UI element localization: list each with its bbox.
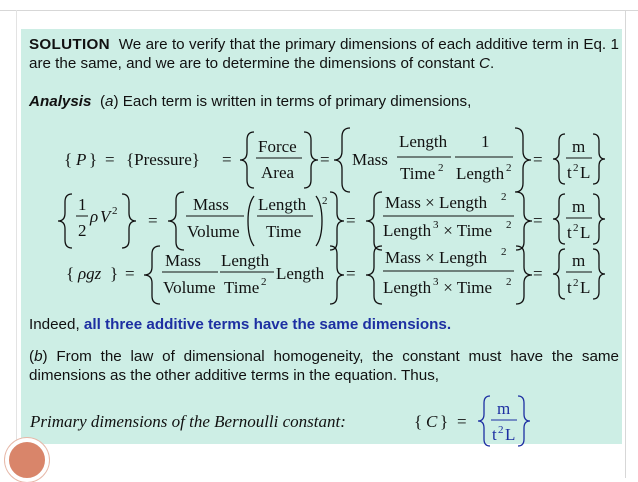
eq3-time: Time — [224, 278, 260, 297]
eq3-lhs-var: ρgz — [78, 264, 102, 283]
eq1-area: Area — [261, 163, 295, 182]
eq3-time-exp: 2 — [261, 276, 267, 288]
eq2-volume: Volume — [187, 222, 240, 241]
eq1-pressure: {Pressure} — [126, 150, 200, 169]
final-equals: = — [457, 412, 467, 431]
eq3-lhs-open: { — [66, 264, 75, 283]
eq3-num-exp: 2 — [501, 246, 507, 258]
eq3-equals-1: = — [125, 264, 135, 283]
eq1-L: L — [580, 163, 591, 182]
eq3-den-a: Length — [383, 278, 432, 297]
final-brace-right — [518, 396, 530, 446]
eq2-den-a-exp: 3 — [433, 219, 439, 231]
eq1-one: 1 — [481, 132, 490, 151]
final-t-exp: 2 — [498, 424, 504, 436]
eq1-mass: Mass — [352, 150, 388, 169]
eq2-den-a: Length — [383, 221, 432, 240]
eq2-two: 2 — [78, 221, 87, 240]
part-b-close: ) — [42, 348, 48, 365]
eq3-length: Length — [221, 251, 270, 270]
eq1-t-exp: 2 — [573, 162, 579, 174]
eq1-equals-2: = — [222, 150, 232, 169]
eq2-equals-3: = — [533, 211, 543, 230]
analysis-text: Each term is written in terms of primary dimensions, — [122, 93, 472, 110]
part-b-label: b — [34, 348, 43, 365]
constant-symbol: C — [479, 55, 490, 72]
eq2-mass: Mass — [193, 195, 229, 214]
eq3-den-b: × Time — [439, 278, 493, 297]
part-a-close: ) — [113, 93, 119, 110]
eq3-L: L — [580, 278, 591, 297]
eq2-length: Length — [258, 195, 307, 214]
eq2-rho: ρ — [90, 207, 99, 226]
eq1-lhs-var: P — [76, 150, 87, 169]
eq2-time: Time — [266, 222, 302, 241]
eq3-mass: Mass — [165, 251, 201, 270]
eq2-V: V — [100, 207, 111, 226]
eq2-m: m — [572, 197, 586, 216]
eq2-equals-1: = — [148, 211, 158, 230]
final-label: Primary dimensions of the Bernoulli constant: — [30, 412, 346, 431]
solution-heading: SOLUTION — [29, 36, 110, 53]
eq3-den-b-exp: 2 — [506, 276, 512, 288]
eq2-V-exp: 2 — [112, 205, 118, 217]
final-t: t — [492, 425, 497, 444]
eq2-den-b-exp: 2 — [506, 219, 512, 231]
eq2-one: 1 — [78, 195, 87, 214]
eq2-den-b: × Time — [439, 221, 493, 240]
part-a-open: ( — [99, 93, 105, 110]
eq1-time: Time — [400, 164, 436, 183]
part-a-label: a — [105, 93, 114, 110]
eq2-L: L — [580, 223, 591, 242]
eq2-equals-2: = — [346, 211, 356, 230]
eq2-t: t — [567, 223, 572, 242]
eq1-lhs-open: { — [64, 150, 73, 169]
part-b-open: ( — [29, 348, 35, 365]
indeed-highlight: all three additive terms have the same dimensions. — [83, 316, 452, 333]
eq2-t-exp: 2 — [573, 222, 579, 234]
eq3-equals-2: = — [346, 264, 356, 283]
eq1-time-exp: 2 — [438, 162, 444, 174]
eq3-volume: Volume — [163, 278, 216, 297]
eq1-m: m — [572, 137, 586, 156]
solution-text: We are to verify that the primary dimensions of each additive term in Eq. 1 are the same, and we are to determine the dimensions of constant — [29, 36, 619, 72]
final-lhs-var: C — [426, 412, 438, 431]
final-brace-left — [478, 396, 490, 446]
final-m: m — [497, 399, 511, 418]
final-lhs-close: } — [440, 412, 449, 431]
slide-badge-circle — [5, 438, 49, 482]
eq2-num-exp: 2 — [501, 191, 507, 203]
eq1-length-den-exp: 2 — [506, 162, 512, 174]
eq3-length-mult: Length — [276, 264, 325, 283]
eq1-equals-3: = — [320, 150, 330, 169]
eq3-den-a-exp: 3 — [433, 276, 439, 288]
part-b-text: From the law of dimensional homogeneity, the constant must have the same dimensions as the other additive terms in the equation. Thus, — [29, 348, 619, 384]
eq3-equals-3: = — [533, 264, 543, 283]
solution-end: . — [489, 55, 495, 72]
eq3-m: m — [572, 251, 586, 270]
final-L: L — [505, 425, 516, 444]
eq3-t-exp: 2 — [573, 277, 579, 289]
eq1-equals-4: = — [533, 150, 543, 169]
eq1-force: Force — [258, 137, 297, 156]
eq1-t: t — [567, 163, 572, 182]
analysis-heading: Analysis — [29, 93, 92, 110]
eq1-length-den: Length — [456, 164, 505, 183]
eq2-paren-exp: 2 — [322, 195, 328, 207]
eq1-lhs-close: } — [89, 150, 98, 169]
eq1-equals-1: = — [105, 150, 115, 169]
eq1-length: Length — [399, 132, 448, 151]
eq3-t: t — [567, 278, 572, 297]
eq2-num: Mass × Length — [385, 193, 488, 212]
final-lhs-open: { — [414, 412, 423, 431]
eq3-lhs-close: } — [110, 264, 119, 283]
indeed-prefix: Indeed, — [29, 316, 80, 333]
eq3-num: Mass × Length — [385, 248, 488, 267]
